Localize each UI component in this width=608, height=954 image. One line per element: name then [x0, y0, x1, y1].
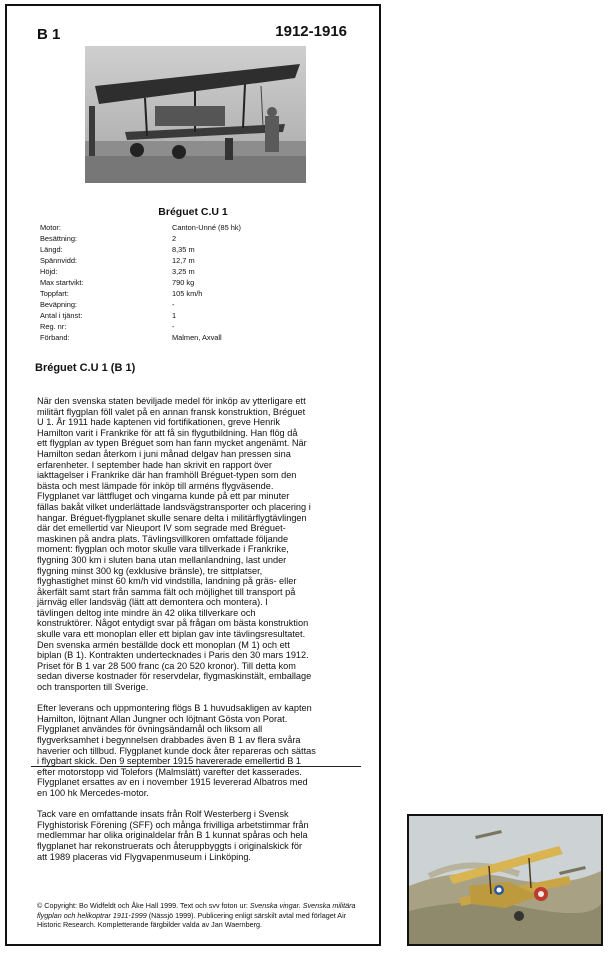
spec-key: Längd: — [40, 245, 63, 255]
spec-value: 1 — [172, 311, 177, 321]
copyright-lead: © Copyright: Bo Widfeldt och Åke Hall 1999. Text och svv foton ur: — [37, 901, 250, 910]
color-painting-thumbnail — [407, 814, 603, 946]
spec-key: Beväpning: — [40, 300, 77, 310]
spec-value: Canton-Unné (85 hk) — [172, 223, 242, 232]
spec-row — [40, 277, 352, 288]
spec-key: Spännvidd: — [40, 256, 77, 266]
service-years: 1912-1916 — [275, 23, 347, 40]
spec-value: 3,25 m — [172, 267, 195, 277]
paragraph: Tack vare en omfattande insats från Rolf Westerberg i Svensk Flyghistorisk Förening (SFF) och många frivilliga arbetstimmar från medlemmar har olika originaldelar från B 1 kunnat spåras och hela flygplanet har rekonstruerats och återuppbyggts i originalskick för att 1989 placeras vid Flygvapenmuseum i Linköping. — [37, 809, 309, 862]
spec-key: Reg. nr: — [40, 322, 67, 332]
spec-title: Bréguet C.U 1 — [158, 206, 228, 218]
spec-value: 8,35 m — [172, 245, 195, 255]
spec-row — [40, 244, 352, 255]
spec-value: - — [172, 300, 175, 310]
biplane-photo — [85, 46, 306, 183]
spec-row — [40, 299, 352, 310]
article-body — [37, 396, 365, 873]
spec-row — [40, 266, 352, 277]
spec-row — [40, 233, 352, 244]
paragraph: När den svenska staten beviljade medel för inköp av ytterligare ett militärt flygplan föll valet på en annan fransk konstruktion, Bréguet U 1. År 1911 hade kaptenen vid fortifikationen, greve Henrik Hamilton varit i Frankrike för att få sin flygutbildning. Han flög då ett flygplan av typen Bréguet som han fann mycket angenämt. När Hamilton sedan återkom i juni månad delgav han pressen sina erfarenheter. I september hade han skrivit en rapport över iakttagelser i Frankrike där han framhöll Bréguet-typen som den bästa och mest lämpade för inköp till arméns flygväsende. Flygplanet var lättfluget och vingarna kunde på ett par minuter fällas bakåt vilket underlättade landsvägstransporter och placering i hangar. Bréguet-flygplanet skulle senare delta i militärflygtävlingen där det emellertid var Nieuport IV som segrade med Bréguet- maskinen på andra plats. Tävlingsvillkoren omfattade följande moment: flygplan och motor skulle vara tillverkade i Frankrike, flygning 300 km i sluten bana utan mellanlandning, last under flygning minst 300 kg (exklusive bränsle), tre sittplatser, flyghastighet minst 60 km/h vid vindstilla, landning på gräs- eller åkerfält samt start från samma fält och möjlighet till transport på järnväg eller landsväg (lätt att demontera och montera). I tävlingen deltog inte mindre än 42 olika tillverkare och konstruktörer. Något entydigt svar på frågan om bästa konstruktion skulle vara ett monoplan eller ett biplan gav inte tävlingsresultatet. Den svenska armén beställde dock ett monoplan (M 1) och ett biplan (B 1). Kontrakten undertecknades i Paris den 30 mars 1912. Priset för B 1 var 28 500 franc (ca 20 520 kronor). Till detta kom sedan diverse kostnader för reservdelar, flygmaskinstält, emballage och transporten till Sverige. — [37, 396, 312, 693]
spec-row — [40, 222, 352, 233]
spec-row — [40, 321, 352, 332]
spec-value: Malmen, Axvall — [172, 333, 222, 343]
spec-value: 12,7 m — [172, 256, 195, 266]
spec-key: Motor: — [40, 223, 61, 232]
paragraph: Efter leverans och uppmontering flögs B 1 huvudsakligen av kapten Hamilton, löjtnant Allan Jungner och löjtnant Gösta von Porat. Flygplanet användes för övningsändamål och liksom all flygverksamhet i begynnelsen drabbades även B 1 av flera svåra haverier och tillbud. Flygplanet kunde dock åter repareras och sättas i flygbart skick. Den 9 september 1915 havererade emellertid B 1 efter motorstopp vid Tolefors (Malmslätt) varefter det kasserades. Flygplanet ersattes av en i november 1915 levererad Albatros med en 100 hk Mercedes-motor. — [37, 703, 316, 798]
spec-table — [40, 222, 352, 344]
spec-key: Max startvikt: — [40, 278, 84, 288]
spec-value: 790 kg — [172, 278, 195, 288]
spec-row — [40, 288, 352, 299]
spec-value: - — [172, 322, 175, 332]
spec-key: Förband: — [40, 333, 70, 343]
book-title: Svenska vingar. Svenska militära flygplan och helikoptrar 1911-1999 — [37, 901, 356, 920]
spec-row — [40, 310, 352, 321]
copyright-notice — [37, 901, 367, 930]
spec-key: Toppfart: — [40, 289, 69, 299]
spec-key: Besättning: — [40, 234, 77, 244]
section-title: Bréguet C.U 1 (B 1) — [35, 362, 136, 374]
spec-row — [40, 255, 352, 266]
spec-value: 2 — [172, 234, 177, 244]
spec-row — [40, 332, 352, 343]
divider-line — [31, 766, 361, 767]
copyright-tail: (Nässjö 1999). Publicering enligt särskilt avtal med förlaget Air Historic Research. Kompletterande färgbilder valda av Jan Waernberg. — [37, 910, 347, 930]
spec-key: Antal i tjänst: — [40, 311, 83, 321]
aircraft-designation: B 1 — [37, 26, 61, 43]
spec-value: 105 km/h — [172, 289, 203, 299]
spec-key: Höjd: — [40, 267, 58, 277]
document-page — [5, 4, 381, 946]
